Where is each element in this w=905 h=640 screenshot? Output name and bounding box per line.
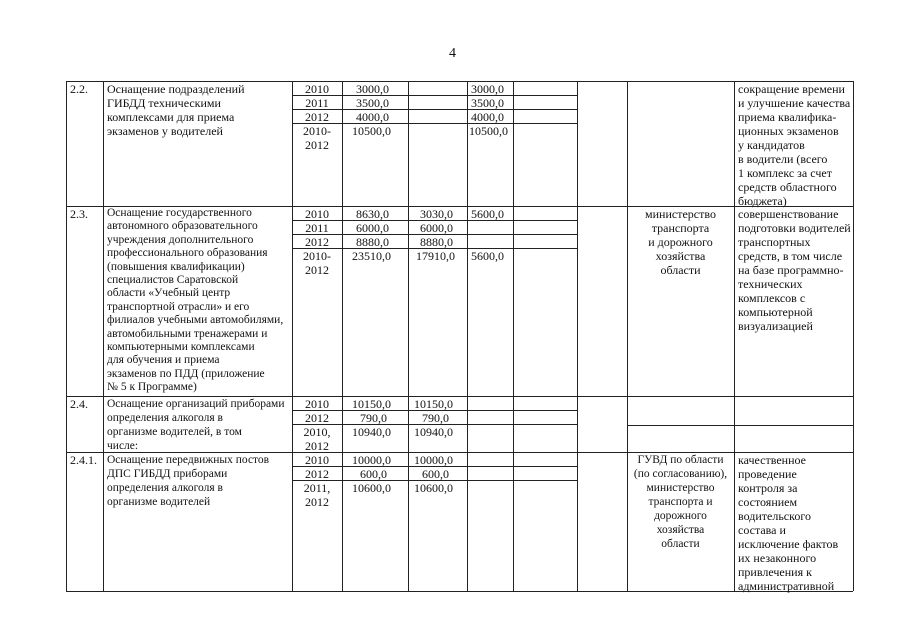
amount-extra: 5600,0 <box>471 207 504 221</box>
amount-extra: 4000,0 <box>471 110 504 124</box>
amount-extra: 3000,0 <box>471 82 504 96</box>
executor: ГУВД по области (по согласованию), министерство транспорта и дорожного хозяйства области <box>633 454 728 550</box>
year: 2010 <box>305 397 329 411</box>
amount-regional: 6000,0 <box>420 221 453 235</box>
amount-total: 8630,0 <box>356 207 389 221</box>
page-number: 4 <box>449 46 456 61</box>
expected-result: качественное проведение контроля за состоянием водительского состава и исключение фактов их незаконного привлечения к административной <box>738 453 839 593</box>
year: 2010 <box>305 207 329 221</box>
table-line <box>627 425 853 426</box>
table-line <box>66 81 67 591</box>
amount-total: 4000,0 <box>356 110 389 124</box>
table-line <box>66 591 853 592</box>
row-number: 2.4. <box>70 397 88 411</box>
executor: министерство транспорта и дорожного хозяйства области <box>645 207 716 277</box>
amount-total: 10150,0 <box>352 397 391 411</box>
amount-regional: 10940,0 <box>414 425 453 439</box>
table-line <box>734 81 735 591</box>
amount-total: 3500,0 <box>356 96 389 110</box>
year: 2010- 2012 <box>303 249 331 277</box>
table-line <box>467 81 468 591</box>
row-number: 2.4.1. <box>70 453 97 467</box>
row-number: 2.2. <box>70 82 88 96</box>
table-line <box>577 81 578 591</box>
amount-total: 23510,0 <box>352 249 391 263</box>
amount-extra: 5600,0 <box>471 249 504 263</box>
year: 2012 <box>305 235 329 249</box>
table-line <box>853 81 854 591</box>
amount-total: 3000,0 <box>356 82 389 96</box>
row-number: 2.3. <box>70 207 88 221</box>
amount-regional: 790,0 <box>422 411 449 425</box>
measure-title: Оснащение организаций приборами определения алкоголя в организме водителей, в том числе: <box>107 398 285 452</box>
measure-title: Оснащение передвижных постов ДПС ГИБДД приборами определения алкоголя в организме водителей <box>107 454 270 508</box>
year: 2011 <box>305 96 329 110</box>
year: 2012 <box>305 110 329 124</box>
year: 2012 <box>305 411 329 425</box>
year: 2010 <box>305 82 329 96</box>
amount-regional: 17910,0 <box>416 249 455 263</box>
amount-total: 10600,0 <box>352 481 391 495</box>
table-line <box>513 81 514 591</box>
amount-regional: 600,0 <box>422 467 449 481</box>
amount-total: 10500,0 <box>352 124 391 138</box>
amount-total: 10000,0 <box>352 453 391 467</box>
table-line <box>103 81 104 591</box>
table-line <box>342 81 343 591</box>
amount-regional: 10000,0 <box>414 453 453 467</box>
table-line <box>292 81 293 591</box>
year: 2010- 2012 <box>303 124 331 152</box>
amount-total: 10940,0 <box>352 425 391 439</box>
amount-total: 790,0 <box>360 411 387 425</box>
amount-total: 600,0 <box>360 467 387 481</box>
measure-title: Оснащение государственного автономного образовательного учреждения дополнительного профессионального образования (повышения квалификации) специалистов Саратовской области «Учебный центр транспортной отрасли» и его филиалов учебными автомобилями, автомобильными тренажерами и компьютерными комплексами для обучения и приема экзаменов по ПДД (приложение № 5 к Программе) <box>107 207 284 394</box>
amount-regional: 3030,0 <box>420 207 453 221</box>
year: 2010, 2012 <box>303 425 331 453</box>
year: 2010 <box>305 453 329 467</box>
amount-extra: 10500,0 <box>469 124 508 138</box>
year: 2011, 2012 <box>303 481 331 509</box>
year: 2012 <box>305 467 329 481</box>
amount-extra: 3500,0 <box>471 96 504 110</box>
amount-regional: 10150,0 <box>414 397 453 411</box>
expected-result: совершенствование подготовки водителей транспортных средств, в том числе на базе программно- технических комплексов с компьютерной визуализацией <box>738 207 851 333</box>
table-line <box>408 81 409 591</box>
amount-regional: 10600,0 <box>414 481 453 495</box>
expected-result: сокращение времени и улучшение качества приема квалифика- ционных экзаменов у кандидатов в водители (всего 1 комплекс за счет средств областного бюджета) <box>738 82 851 208</box>
year: 2011 <box>305 221 329 235</box>
measure-title: Оснащение подразделений ГИБДД техническими комплексами для приема экзаменов у водителей <box>107 82 245 138</box>
amount-total: 6000,0 <box>356 221 389 235</box>
amount-regional: 8880,0 <box>420 235 453 249</box>
amount-total: 8880,0 <box>356 235 389 249</box>
